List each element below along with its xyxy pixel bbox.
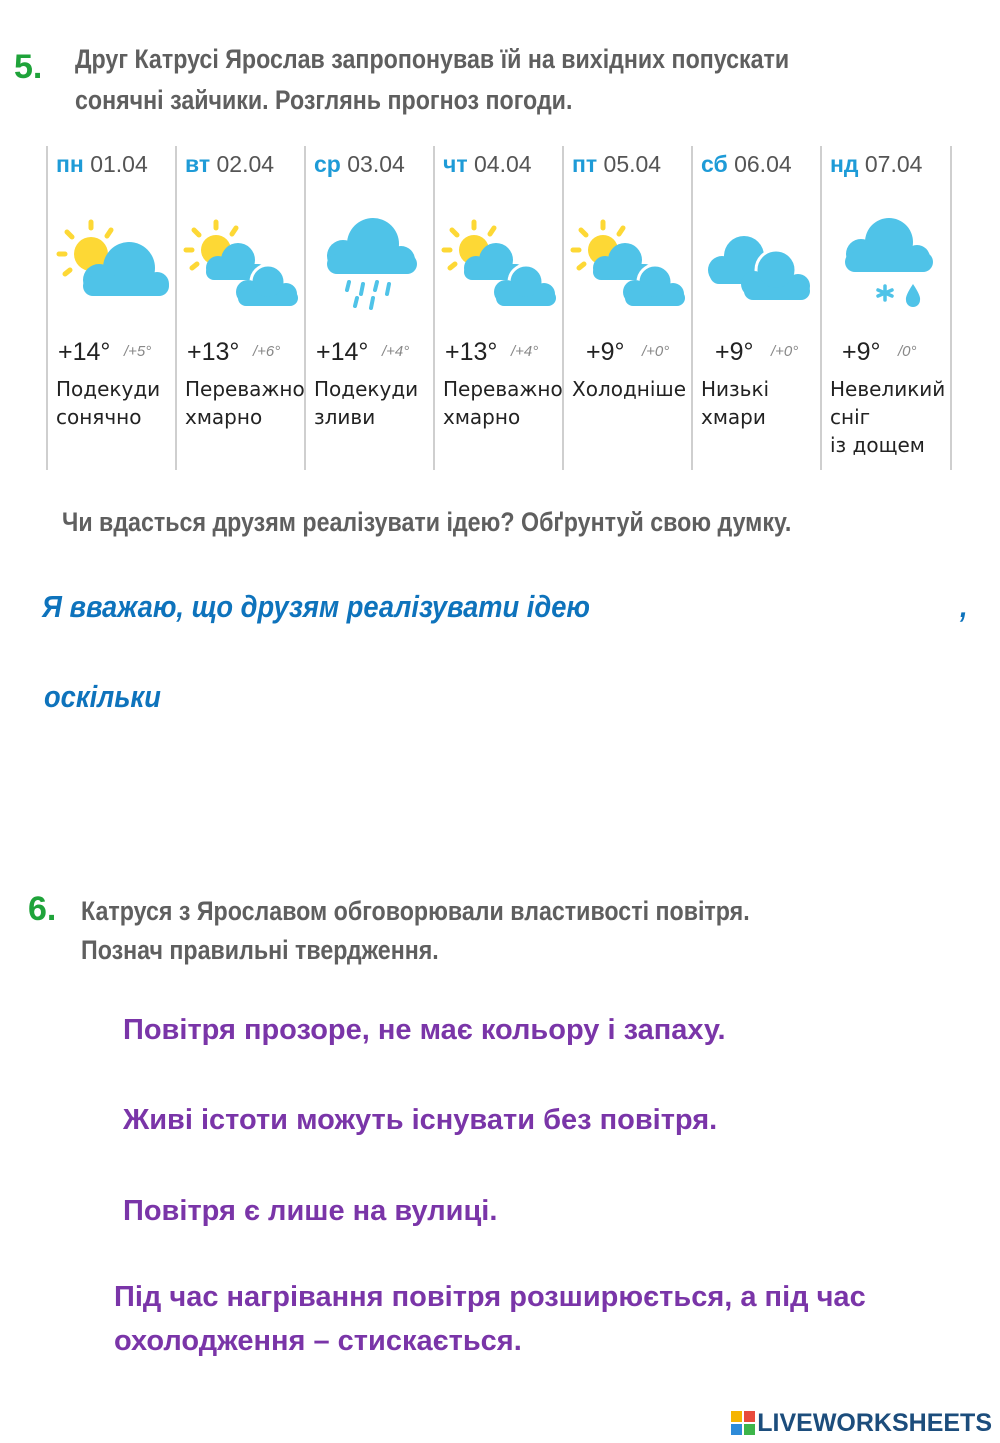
day-date: 03.04 (347, 151, 405, 177)
answer-line-1: Я вважаю, що друзям реалізувати ідею (42, 589, 590, 624)
temp-day: +13° (445, 338, 498, 366)
forecast-description (830, 375, 954, 459)
desc-line: Переважно (443, 377, 563, 401)
day-abbr: пт (572, 151, 598, 177)
day-date: 05.04 (603, 151, 662, 177)
day-header (830, 151, 922, 178)
temp-day: +14° (316, 338, 369, 366)
temp-night: /+4° (382, 343, 410, 360)
forecast-description (443, 375, 567, 431)
statement-line: охолодження – стискається. (114, 1325, 522, 1357)
temp-day: +9° (842, 338, 881, 366)
answer-line-2: оскільки (44, 679, 161, 714)
answer-comma: , (960, 589, 968, 624)
statement-option[interactable]: Живі істоти можуть існувати без повітря. (123, 1104, 718, 1136)
task-5-text-line2: сонячні зайчики. Розглянь прогноз погоди. (75, 85, 573, 115)
forecast-day (433, 146, 563, 470)
day-header (185, 151, 274, 178)
temp-day: +9° (715, 338, 754, 366)
forecast-day (820, 146, 952, 470)
sleet-cloud-icon (827, 216, 945, 316)
statement-option[interactable]: Повітря є лише на вулиці. (123, 1195, 498, 1227)
day-abbr: ср (314, 151, 341, 177)
desc-line: хмарно (185, 405, 263, 429)
sun-clouds-icon (440, 216, 558, 316)
statement-option[interactable] (114, 1275, 866, 1363)
task-6-number: 6. (28, 890, 57, 928)
weather-forecast (46, 146, 948, 470)
statement-option[interactable]: Повітря прозоре, не має кольору і запаху. (123, 1014, 726, 1046)
forecast-description (185, 375, 309, 431)
desc-line: Подекуди (56, 377, 161, 401)
forecast-day (175, 146, 305, 470)
day-date: 04.04 (474, 151, 532, 177)
day-abbr: чт (443, 151, 468, 177)
forecast-description (56, 375, 180, 431)
sun-clouds-icon (182, 216, 300, 316)
temp-night: /+4° (511, 343, 539, 360)
desc-line: із дощем (830, 433, 925, 457)
temp-night: /+0° (642, 343, 670, 360)
desc-line: сонячно (56, 405, 142, 429)
day-abbr: нд (830, 151, 859, 177)
liveworksheets-logo-icon (731, 1411, 755, 1435)
desc-line: хмарно (443, 405, 521, 429)
day-header (443, 151, 532, 178)
forecast-day (562, 146, 692, 470)
task-6-text-line2: Познач правильні твердження. (81, 935, 439, 965)
temp-day: +14° (58, 338, 111, 366)
day-header (314, 151, 405, 178)
desc-line: Невеликий (830, 377, 946, 401)
day-date: 07.04 (864, 151, 923, 177)
day-date: 02.04 (216, 151, 275, 177)
sun-cloud-icon (53, 216, 171, 316)
temp-day: +9° (586, 338, 625, 366)
day-header (572, 151, 661, 178)
rain-cloud-icon (311, 216, 429, 316)
forecast-description (701, 375, 825, 431)
clouds-icon (698, 216, 816, 316)
forecast-day (304, 146, 434, 470)
day-date: 06.04 (734, 151, 792, 177)
day-header (56, 151, 148, 178)
desc-line: Переважно (185, 377, 305, 401)
desc-line: Холодніше (572, 377, 687, 401)
temp-night: /+5° (124, 343, 152, 360)
temp-night: /+0° (771, 343, 799, 360)
day-date: 01.04 (90, 151, 148, 177)
day-header (701, 151, 792, 178)
temp-night: /+6° (253, 343, 281, 360)
sun-clouds-icon (569, 216, 687, 316)
desc-line: сніг (830, 405, 871, 429)
forecast-description (314, 375, 438, 431)
forecast-day (46, 146, 176, 470)
desc-line: Низькі (701, 377, 770, 401)
task-6-text-line1: Катруся з Ярославом обговорювали властивості повітря. (81, 896, 750, 926)
task-5-question: Чи вдасться друзям реалізувати ідею? Обґрунтуй свою думку. (62, 507, 792, 537)
task-5-number: 5. (14, 48, 43, 86)
forecast-day (691, 146, 821, 470)
desc-line: хмари (701, 405, 766, 429)
logo-text: LIVEWORKSHEETS (757, 1408, 992, 1437)
task-5-text-line1: Друг Катрусі Ярослав запропонував їй на вихідних попускати (75, 44, 790, 74)
forecast-description (572, 375, 696, 403)
desc-line: зливи (314, 405, 376, 429)
desc-line: Подекуди (314, 377, 419, 401)
statement-line: Під час нагрівання повітря розширюється, а під час (114, 1281, 866, 1313)
temp-night: /0° (898, 343, 917, 360)
day-abbr: сб (701, 151, 728, 177)
day-abbr: пн (56, 151, 84, 177)
day-abbr: вт (185, 151, 211, 177)
temp-day: +13° (187, 338, 240, 366)
liveworksheets-logo (731, 1409, 992, 1437)
